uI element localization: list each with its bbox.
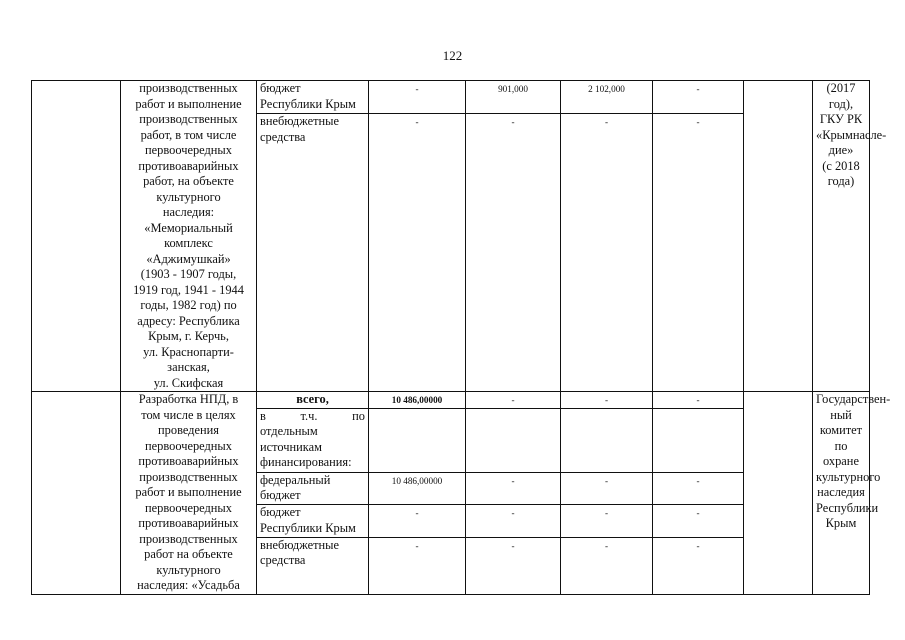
amount-cell: -: [653, 392, 744, 409]
amount-cell: -: [653, 472, 744, 504]
amount-cell: -: [466, 114, 561, 392]
including-words: [260, 409, 365, 425]
amount-cell: 10 486,00000: [369, 392, 466, 409]
source-label-cell: [257, 81, 369, 114]
work-description-cell: [121, 81, 257, 392]
executor: Государствен- ный комитет по охране культурного наследия Республики Крым: [816, 392, 891, 530]
amount-cell: 901,000: [466, 81, 561, 114]
amount-cell: -: [369, 537, 466, 594]
including-label: отдельным источникам финансирования:: [260, 424, 352, 470]
source-label: бюджет Республики Крым: [260, 81, 356, 111]
table-row: [32, 81, 870, 114]
empty-cell: [561, 408, 653, 472]
amount-cell: -: [369, 114, 466, 392]
amount-cell: -: [653, 537, 744, 594]
source-label-cell: [257, 472, 369, 504]
source-label: бюджет Республики Крым: [260, 505, 356, 535]
amount-cell: -: [466, 472, 561, 504]
amount-cell: -: [561, 505, 653, 537]
work-description: производственных работ и выполнение производственных работ, в том числе первоочередных противоаварийных работ, на объекте культурного наследия: «Мемориальный комплекс «Аджимушкай» (1903 - 1907 годы, 1919 год, 1941 - 1944 годы, 1982 год) по адресу: Республика Крым, г. Керчь, ул. Краснопарти- занская, ул. Скифская: [133, 81, 244, 390]
amount-cell: -: [653, 505, 744, 537]
amount-cell: -: [369, 81, 466, 114]
number-cell: [32, 81, 121, 392]
number-cell: [32, 392, 121, 595]
amount-cell: -: [561, 537, 653, 594]
source-label: внебюджетные средства: [260, 537, 339, 568]
executor: (2017 год), ГКУ РК «Крымнасле- дие» (с 2018 года): [816, 81, 887, 188]
table-row: [32, 392, 870, 409]
empty-cell: [744, 392, 813, 595]
amount-cell: 10 486,00000: [369, 472, 466, 504]
amount-cell: -: [369, 505, 466, 537]
empty-cell: [744, 81, 813, 392]
amount-cell: -: [653, 114, 744, 392]
including-label-cell: [257, 408, 369, 472]
amount-cell: -: [466, 505, 561, 537]
total-label-cell: всего,: [257, 392, 369, 409]
including-word: т.ч.: [300, 408, 318, 423]
amount-cell: -: [561, 392, 653, 409]
page-number: 122: [442, 48, 463, 63]
empty-cell: [369, 408, 466, 472]
amount-cell: -: [561, 472, 653, 504]
source-label-cell: [257, 505, 369, 537]
empty-cell: [653, 408, 744, 472]
source-label-cell: [257, 537, 369, 594]
work-description: Разработка НПД, в том числе в целях проведения первоочередных противоаварийных производственных работ и выполнение первоочередных противоаварийных производственных работ на объекте культурного наследия: «Усадьба: [135, 392, 242, 592]
budget-table: [31, 80, 891, 595]
including-word: в: [260, 408, 266, 423]
including-word: по: [352, 408, 365, 423]
amount-cell: -: [466, 537, 561, 594]
empty-cell: [466, 408, 561, 472]
source-label-cell: [257, 114, 369, 392]
amount-cell: -: [466, 392, 561, 409]
source-label: федеральный бюджет: [260, 472, 331, 503]
source-label: внебюджетные средства: [260, 114, 339, 144]
amount-cell: -: [653, 81, 744, 114]
amount-cell: -: [561, 114, 653, 392]
executor-cell: [813, 392, 891, 595]
work-description-cell: [121, 392, 257, 595]
amount-cell: 2 102,000: [561, 81, 653, 114]
executor-cell: [813, 81, 887, 392]
